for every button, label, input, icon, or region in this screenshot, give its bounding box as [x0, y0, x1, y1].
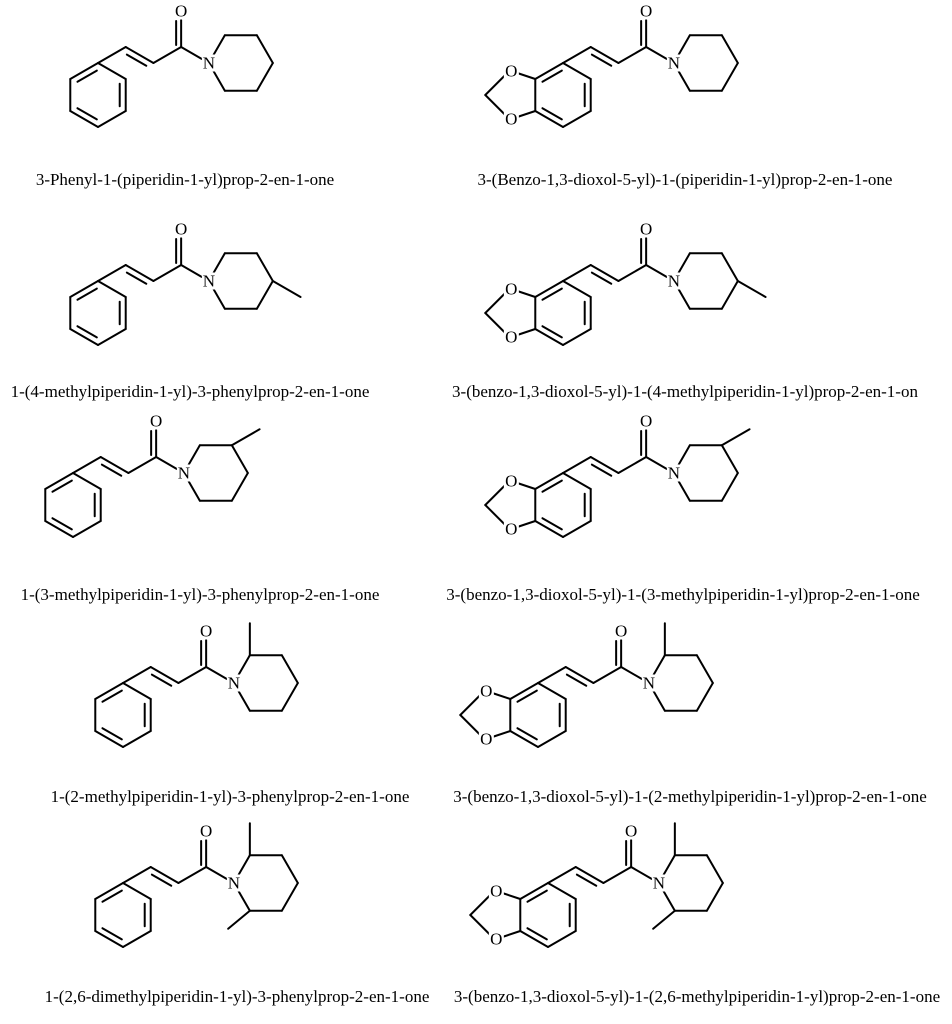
oxygen-atom: O [505, 471, 518, 491]
carbonyl-oxygen: O [174, 1, 188, 21]
nitrogen-atom: N [202, 53, 215, 73]
compound-name: 3-(Benzo-1,3-dioxol-5-yl)-1-(piperidin-1-yl)prop-2-en-1-one [477, 170, 893, 189]
carbonyl-oxygen: O [639, 411, 653, 431]
oxygen-atom: O [505, 61, 518, 81]
nitrogen-atom: N [202, 271, 215, 291]
nitrogen-atom: N [227, 673, 240, 693]
piperidine-bond [663, 891, 675, 911]
carbonyl-oxygen: O [199, 621, 213, 641]
chain-bond [603, 867, 631, 883]
nitrogen-atom: N [177, 463, 190, 483]
carbonyl-oxygen: O [199, 821, 213, 841]
oxygen-atom: O [490, 881, 503, 901]
ring-bond [520, 883, 548, 899]
dioxole-bond [470, 895, 490, 915]
compound-name: 3-(benzo-1,3-dioxol-5-yl)-1-(3-methylpiperidin-1-yl)prop-2-en-1-one [446, 585, 920, 604]
piperidine-bond [707, 855, 723, 883]
nitrogen-atom: N [227, 873, 240, 893]
compound-name: 3-(benzo-1,3-dioxol-5-yl)-1-(4-methylpiperidin-1-yl)prop-2-en-1-on [452, 382, 918, 401]
carbonyl-oxygen: O [614, 621, 628, 641]
chain-bond [548, 867, 576, 883]
carbonyl-oxygen: O [639, 1, 653, 21]
oxygen-atom: O [505, 519, 518, 539]
methyl-bond [653, 911, 675, 929]
compound-name: 3-Phenyl-1-(piperidin-1-yl)prop-2-en-1-one [35, 170, 335, 189]
nitrogen-atom: N [642, 673, 655, 693]
oxygen-atom: O [505, 109, 518, 129]
compound-name: 3-(benzo-1,3-dioxol-5-yl)-1-(2,6-methylpiperidin-1-yl)prop-2-en-1-one [453, 987, 941, 1006]
compound-name: 3-(benzo-1,3-dioxol-5-yl)-1-(2-methylpiperidin-1-yl)prop-2-en-1-one [453, 787, 927, 806]
dioxole-bond [502, 931, 520, 937]
carbonyl-oxygen: O [624, 821, 638, 841]
oxygen-atom: O [480, 729, 493, 749]
oxygen-atom: O [505, 279, 518, 299]
carbonyl-oxygen: O [149, 411, 163, 431]
nitrogen-atom: N [652, 873, 665, 893]
compound-name: 1-(4-methylpiperidin-1-yl)-3-phenylprop-2-en-1-one [10, 382, 370, 401]
compound-name: 1-(2-methylpiperidin-1-yl)-3-phenylprop-2-en-1-one [50, 787, 410, 806]
amide-bond [631, 867, 652, 879]
oxygen-atom: O [505, 327, 518, 347]
dioxole-bond [502, 893, 520, 899]
carbonyl-oxygen: O [639, 219, 653, 239]
piperidine-bond [663, 855, 675, 875]
compound-name: 1-(2,6-dimethylpiperidin-1-yl)-3-phenylprop-2-en-1-one [44, 987, 430, 1006]
ring-bond [520, 931, 548, 947]
ring-bond [548, 883, 576, 899]
oxygen-atom: O [490, 929, 503, 949]
compound-name: 1-(3-methylpiperidin-1-yl)-3-phenylprop-2-en-1-one [20, 585, 380, 604]
nitrogen-atom: N [667, 463, 680, 483]
dioxole-bond [470, 915, 490, 935]
nitrogen-atom: N [667, 53, 680, 73]
nitrogen-atom: N [667, 271, 680, 291]
alkene-bond [576, 867, 604, 883]
piperidine-bond [707, 883, 723, 911]
carbonyl-oxygen: O [174, 219, 188, 239]
ring-bond [548, 931, 576, 947]
oxygen-atom: O [480, 681, 493, 701]
